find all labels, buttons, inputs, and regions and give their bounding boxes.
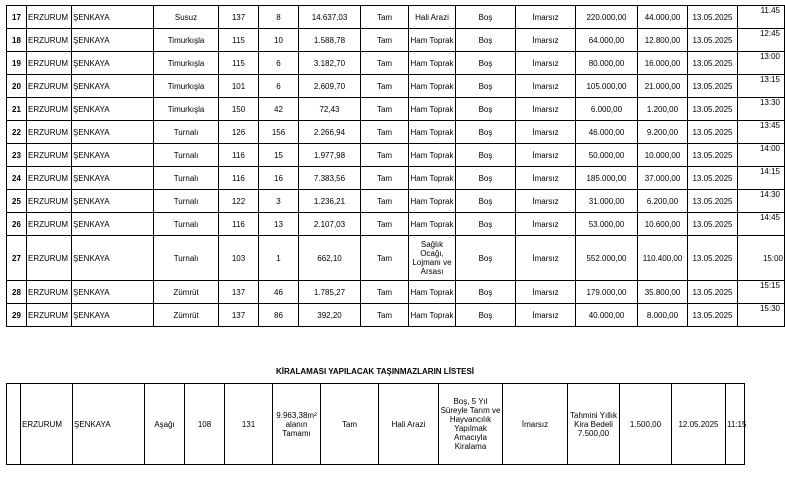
table-cell-alan: 14.637,03	[299, 6, 361, 29]
table-cell-alan: 1.785,27	[299, 281, 361, 304]
table-cell-hisse: Tam	[361, 190, 409, 213]
table-cell-hisse: Tam	[361, 75, 409, 98]
table-cell-hisse: Tam	[361, 98, 409, 121]
table-cell-alan: 2.609,70	[299, 75, 361, 98]
table-cell-mahalle: Turnalı	[154, 121, 219, 144]
main-table-body	[7, 6, 785, 327]
table-cell-no: 27	[7, 236, 27, 281]
table-cell-teminat: 10.000,00	[638, 144, 688, 167]
table-cell-nitelik: Ham Toprak	[409, 167, 456, 190]
table-cell-durum: Boş	[456, 29, 516, 52]
table-cell-teminat: 6.200,00	[638, 190, 688, 213]
table-cell-ilce: ŞENKAYA	[72, 167, 154, 190]
table-cell-bedel: 50.000,00	[576, 144, 638, 167]
table-cell-nitelik: Sağlık Ocağı, Lojmanı ve Arsası	[409, 236, 456, 281]
table-cell-ilce: ŞENKAYA	[72, 190, 154, 213]
table-cell-hisse: Tam	[361, 304, 409, 327]
table-row	[7, 52, 785, 75]
table-cell-durum: Boş	[456, 213, 516, 236]
table-cell-mahalle: Turnalı	[154, 236, 219, 281]
rental-cell-imar: İmarsız	[503, 384, 568, 465]
table-cell-parsel: 6	[259, 75, 299, 98]
rental-cell-alan: 9.963,38m² alanın Tamamı	[273, 384, 321, 465]
table-row	[7, 167, 785, 190]
table-cell-durum: Boş	[456, 281, 516, 304]
table-cell-teminat: 44.000,00	[638, 6, 688, 29]
table-cell-durum: Boş	[456, 167, 516, 190]
table-cell-alan: 7.383,56	[299, 167, 361, 190]
table-cell-il: ERZURUM	[27, 75, 72, 98]
rental-property-table	[6, 383, 745, 465]
table-cell-bedel: 179.000,00	[576, 281, 638, 304]
table-cell-il: ERZURUM	[27, 144, 72, 167]
table-row	[7, 75, 785, 98]
table-cell-ilce: ŞENKAYA	[72, 213, 154, 236]
table-cell-ada: 122	[219, 190, 259, 213]
table-cell-tarih: 13.05.2025	[688, 75, 738, 98]
table-cell-ilce: ŞENKAYA	[72, 29, 154, 52]
table-cell-teminat: 12.800,00	[638, 29, 688, 52]
table-cell-hisse: Tam	[361, 29, 409, 52]
table-cell-no: 20	[7, 75, 27, 98]
table-cell-parsel: 46	[259, 281, 299, 304]
table-cell-mahalle: Timurkışla	[154, 52, 219, 75]
table-cell-il: ERZURUM	[27, 304, 72, 327]
table-cell-bedel: 80.000,00	[576, 52, 638, 75]
table-cell-ilce: ŞENKAYA	[72, 236, 154, 281]
table-cell-no: 19	[7, 52, 27, 75]
table-cell-durum: Boş	[456, 190, 516, 213]
table-cell-imar: İmarsız	[516, 144, 576, 167]
table-cell-durum: Boş	[456, 6, 516, 29]
table-cell-teminat: 10.600,00	[638, 213, 688, 236]
table-cell-tarih: 13.05.2025	[688, 6, 738, 29]
table-cell-hisse: Tam	[361, 167, 409, 190]
table-cell-tarih: 13.05.2025	[688, 121, 738, 144]
table-cell-ada: 150	[219, 98, 259, 121]
table-cell-ada: 116	[219, 213, 259, 236]
table-cell-bedel: 552.000,00	[576, 236, 638, 281]
table-cell-imar: İmarsız	[516, 304, 576, 327]
table-cell-no: 25	[7, 190, 27, 213]
table-cell-parsel: 86	[259, 304, 299, 327]
table-cell-ada: 126	[219, 121, 259, 144]
table-cell-bedel: 46.000,00	[576, 121, 638, 144]
table-cell-tarih: 13.05.2025	[688, 29, 738, 52]
table-cell-tarih: 13.05.2025	[688, 190, 738, 213]
table-cell-no: 24	[7, 167, 27, 190]
rental-cell-mahalle: Aşağı	[145, 384, 185, 465]
rental-cell-parsel: 131	[225, 384, 273, 465]
table-cell-bedel: 40.000,00	[576, 304, 638, 327]
table-cell-imar: İmarsız	[516, 121, 576, 144]
rental-cell-bedel: Tahmini Yıllık Kira Bedeli 7.500,00	[568, 384, 620, 465]
rental-list-title: KİRALAMASI YAPILACAK TAŞINMAZLARIN LİSTESİ	[275, 367, 475, 376]
table-cell-nitelik: Ham Toprak	[409, 75, 456, 98]
table-cell-mahalle: Turnalı	[154, 167, 219, 190]
table-cell-mahalle: Timurkışla	[154, 75, 219, 98]
table-cell-parsel: 8	[259, 6, 299, 29]
rental-cell-teminat: 1.500,00	[620, 384, 672, 465]
table-cell-il: ERZURUM	[27, 236, 72, 281]
table-cell-no: 23	[7, 144, 27, 167]
table-cell-mahalle: Zümrüt	[154, 281, 219, 304]
table-cell-mahalle: Timurkışla	[154, 98, 219, 121]
table-row	[7, 29, 785, 52]
table-cell-saat: 15:00	[738, 236, 785, 281]
table-cell-hisse: Tam	[361, 281, 409, 304]
table-cell-parsel: 6	[259, 52, 299, 75]
table-cell-ada: 116	[219, 167, 259, 190]
table-cell-tarih: 13.05.2025	[688, 167, 738, 190]
rental-cell-tarih: 12.05.2025	[672, 384, 726, 465]
table-cell-imar: İmarsız	[516, 167, 576, 190]
table-cell-durum: Boş	[456, 52, 516, 75]
table-cell-nitelik: Ham Toprak	[409, 29, 456, 52]
table-cell-nitelik: Ham Toprak	[409, 281, 456, 304]
table-cell-no: 26	[7, 213, 27, 236]
table-cell-nitelik: Ham Toprak	[409, 190, 456, 213]
table-cell-hisse: Tam	[361, 236, 409, 281]
table-cell-nitelik: Ham Toprak	[409, 121, 456, 144]
table-cell-il: ERZURUM	[27, 281, 72, 304]
table-cell-saat: 14:00	[738, 144, 785, 167]
table-cell-imar: İmarsız	[516, 6, 576, 29]
table-cell-durum: Boş	[456, 304, 516, 327]
table-cell-ilce: ŞENKAYA	[72, 304, 154, 327]
table-cell-tarih: 13.05.2025	[688, 144, 738, 167]
table-cell-hisse: Tam	[361, 6, 409, 29]
table-cell-teminat: 37.000,00	[638, 167, 688, 190]
main-property-table	[6, 5, 785, 327]
table-cell-il: ERZURUM	[27, 98, 72, 121]
table-cell-saat: 13:45	[738, 121, 785, 144]
table-cell-imar: İmarsız	[516, 281, 576, 304]
table-cell-mahalle: Zümrüt	[154, 304, 219, 327]
table-cell-nitelik: Ham Toprak	[409, 98, 456, 121]
table-cell-teminat: 35.800,00	[638, 281, 688, 304]
table-cell-bedel: 53.000,00	[576, 213, 638, 236]
table-cell-tarih: 13.05.2025	[688, 213, 738, 236]
table-cell-parsel: 1	[259, 236, 299, 281]
table-cell-il: ERZURUM	[27, 52, 72, 75]
table-cell-ada: 116	[219, 144, 259, 167]
table-cell-durum: Boş	[456, 98, 516, 121]
table-cell-parsel: 42	[259, 98, 299, 121]
table-cell-no: 18	[7, 29, 27, 52]
table-cell-nitelik: Ham Toprak	[409, 304, 456, 327]
table-cell-alan: 1.977,98	[299, 144, 361, 167]
table-cell-il: ERZURUM	[27, 213, 72, 236]
table-cell-parsel: 16	[259, 167, 299, 190]
table-row	[7, 213, 785, 236]
table-cell-durum: Boş	[456, 75, 516, 98]
table-cell-il: ERZURUM	[27, 6, 72, 29]
table-cell-saat: 15:30	[738, 304, 785, 327]
rental-cell-blank	[7, 384, 21, 465]
table-cell-imar: İmarsız	[516, 213, 576, 236]
table-cell-imar: İmarsız	[516, 190, 576, 213]
table-cell-saat: 12:45	[738, 29, 785, 52]
rental-cell-nitelik: Hali Arazi	[379, 384, 439, 465]
table-cell-no: 29	[7, 304, 27, 327]
table-cell-nitelik: Ham Toprak	[409, 144, 456, 167]
table-cell-il: ERZURUM	[27, 121, 72, 144]
table-cell-teminat: 21.000,00	[638, 75, 688, 98]
table-cell-durum: Boş	[456, 236, 516, 281]
rental-row	[7, 384, 745, 465]
table-cell-parsel: 13	[259, 213, 299, 236]
table-cell-hisse: Tam	[361, 144, 409, 167]
table-cell-ilce: ŞENKAYA	[72, 144, 154, 167]
table-cell-bedel: 6.000,00	[576, 98, 638, 121]
table-cell-saat: 14:30	[738, 190, 785, 213]
table-cell-nitelik: Hali Arazi	[409, 6, 456, 29]
table-row	[7, 236, 785, 281]
table-row	[7, 190, 785, 213]
rental-cell-hisse: Tam	[321, 384, 379, 465]
table-cell-saat: 11.45	[738, 6, 785, 29]
table-cell-hisse: Tam	[361, 52, 409, 75]
table-cell-ada: 115	[219, 52, 259, 75]
table-cell-il: ERZURUM	[27, 167, 72, 190]
table-cell-alan: 1.588,78	[299, 29, 361, 52]
table-cell-imar: İmarsız	[516, 75, 576, 98]
table-cell-teminat: 8.000,00	[638, 304, 688, 327]
table-cell-no: 21	[7, 98, 27, 121]
table-cell-imar: İmarsız	[516, 98, 576, 121]
rental-cell-saat: 11:15	[726, 384, 745, 465]
table-cell-alan: 2.107,03	[299, 213, 361, 236]
table-cell-ada: 103	[219, 236, 259, 281]
table-cell-no: 17	[7, 6, 27, 29]
table-cell-mahalle: Turnalı	[154, 213, 219, 236]
table-cell-hisse: Tam	[361, 213, 409, 236]
table-cell-ilce: ŞENKAYA	[72, 52, 154, 75]
table-cell-il: ERZURUM	[27, 29, 72, 52]
table-cell-saat: 15:15	[738, 281, 785, 304]
table-cell-imar: İmarsız	[516, 52, 576, 75]
table-cell-ilce: ŞENKAYA	[72, 281, 154, 304]
table-cell-tarih: 13.05.2025	[688, 52, 738, 75]
table-cell-alan: 2.266,94	[299, 121, 361, 144]
table-cell-saat: 13:15	[738, 75, 785, 98]
table-cell-nitelik: Ham Toprak	[409, 52, 456, 75]
table-cell-saat: 13:00	[738, 52, 785, 75]
table-cell-bedel: 64.000,00	[576, 29, 638, 52]
table-cell-ada: 115	[219, 29, 259, 52]
table-cell-bedel: 220.000,00	[576, 6, 638, 29]
table-cell-tarih: 13.05.2025	[688, 281, 738, 304]
table-row	[7, 121, 785, 144]
rental-cell-ilce: ŞENKAYA	[73, 384, 145, 465]
table-cell-teminat: 16.000,00	[638, 52, 688, 75]
table-cell-bedel: 105.000,00	[576, 75, 638, 98]
table-cell-alan: 1.236,21	[299, 190, 361, 213]
table-cell-tarih: 13.05.2025	[688, 98, 738, 121]
table-cell-bedel: 185.000,00	[576, 167, 638, 190]
table-row	[7, 304, 785, 327]
table-cell-ada: 137	[219, 6, 259, 29]
table-cell-saat: 14:45	[738, 213, 785, 236]
table-cell-il: ERZURUM	[27, 190, 72, 213]
table-cell-ilce: ŞENKAYA	[72, 121, 154, 144]
table-cell-mahalle: Timurkışla	[154, 29, 219, 52]
table-cell-alan: 72,43	[299, 98, 361, 121]
table-cell-hisse: Tam	[361, 121, 409, 144]
table-row	[7, 281, 785, 304]
table-cell-parsel: 10	[259, 29, 299, 52]
table-cell-no: 22	[7, 121, 27, 144]
table-cell-ada: 101	[219, 75, 259, 98]
table-cell-durum: Boş	[456, 144, 516, 167]
table-cell-tarih: 13.05.2025	[688, 236, 738, 281]
table-cell-ada: 137	[219, 281, 259, 304]
table-cell-ilce: ŞENKAYA	[72, 98, 154, 121]
table-cell-teminat: 110.400,00	[638, 236, 688, 281]
table-cell-mahalle: Turnalı	[154, 190, 219, 213]
table-cell-parsel: 156	[259, 121, 299, 144]
table-row	[7, 98, 785, 121]
table-cell-ilce: ŞENKAYA	[72, 6, 154, 29]
table-cell-ada: 137	[219, 304, 259, 327]
table-row	[7, 6, 785, 29]
rental-cell-durum: Boş, 5 Yıl Süreyle Tarım ve Hayvancılık Yapılmak Amacıyla Kiralama	[439, 384, 503, 465]
table-cell-tarih: 13.05.2025	[688, 304, 738, 327]
table-cell-alan: 3.182,70	[299, 52, 361, 75]
table-cell-mahalle: Turnalı	[154, 144, 219, 167]
table-cell-bedel: 31.000,00	[576, 190, 638, 213]
table-cell-mahalle: Susuz	[154, 6, 219, 29]
table-cell-ilce: ŞENKAYA	[72, 75, 154, 98]
table-cell-teminat: 9.200,00	[638, 121, 688, 144]
table-cell-imar: İmarsız	[516, 236, 576, 281]
table-cell-imar: İmarsız	[516, 29, 576, 52]
table-cell-nitelik: Ham Toprak	[409, 213, 456, 236]
table-row	[7, 144, 785, 167]
table-cell-alan: 392,20	[299, 304, 361, 327]
table-cell-parsel: 3	[259, 190, 299, 213]
table-cell-durum: Boş	[456, 121, 516, 144]
table-cell-no: 28	[7, 281, 27, 304]
table-cell-saat: 14:15	[738, 167, 785, 190]
table-cell-alan: 662,10	[299, 236, 361, 281]
table-cell-teminat: 1.200,00	[638, 98, 688, 121]
table-cell-saat: 13:30	[738, 98, 785, 121]
rental-cell-il: ERZURUM	[21, 384, 73, 465]
rental-cell-ada: 108	[185, 384, 225, 465]
table-cell-parsel: 15	[259, 144, 299, 167]
